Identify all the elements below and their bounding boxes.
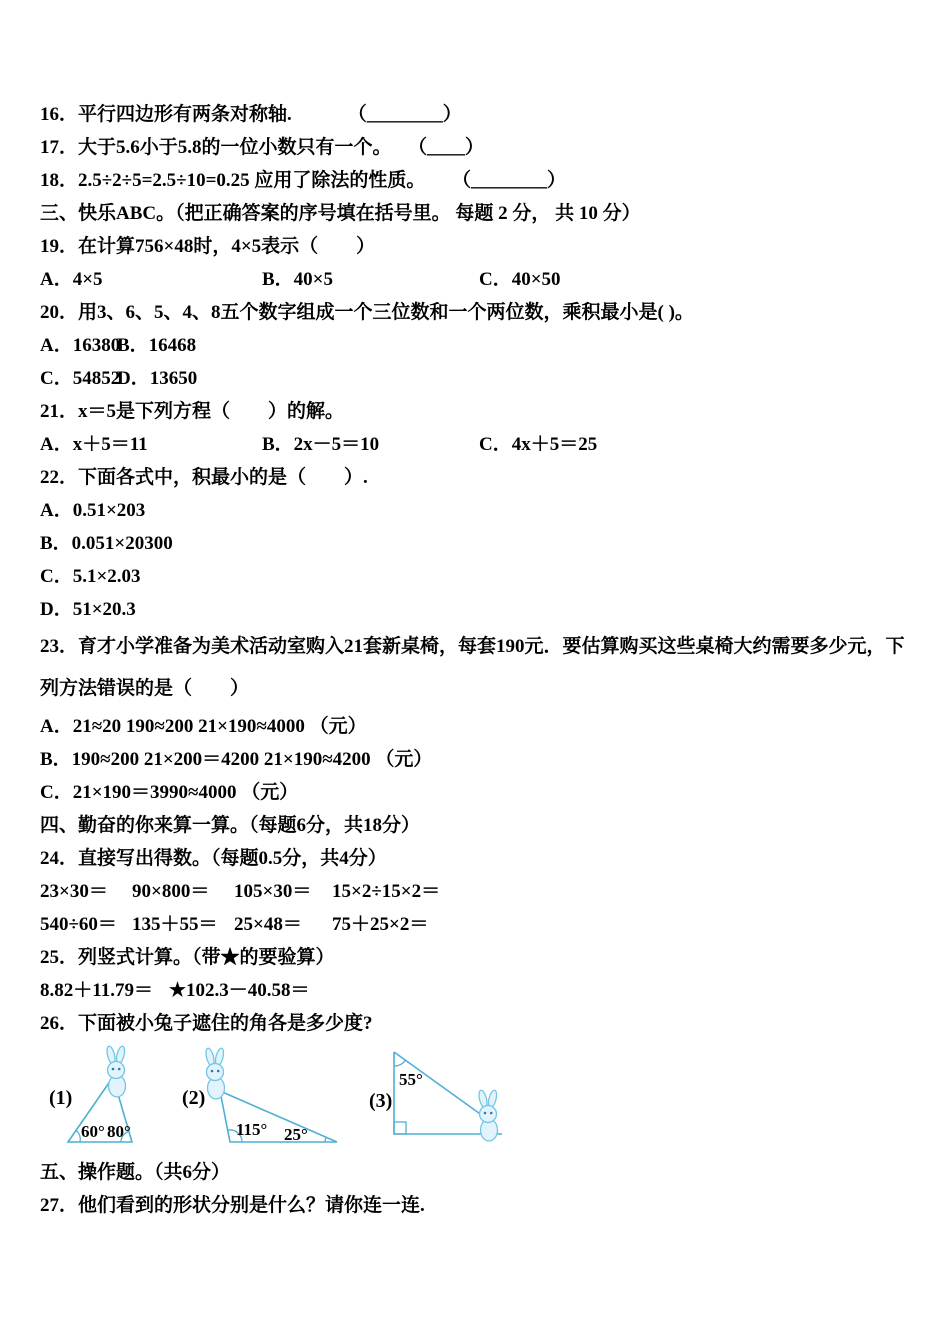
question-19-option-b: B．40×5 [262,269,333,290]
question-22-option-c: C．5.1×2.03 [40,566,141,587]
rabbit-2-icon [204,1047,225,1099]
triangle-3-right-angle-mark [394,1122,406,1134]
figure-2-label: (2) [182,1087,206,1109]
question-24-row1 [40,875,908,908]
question-22-stem: 22．下面各式中，积最小的是（ ）. [40,467,368,488]
question-20-option-c: C．54852 [40,368,121,389]
figure-1-angle-60: 60° [81,1122,105,1141]
calc-item: 540÷60＝ [40,914,117,935]
question-22-option-a: A．0.51×203 [40,500,146,521]
question-23-option-b: B．190≈200 21×200＝4200 21×190≈4200 （元） [40,749,433,770]
question-23-option-a: A．21≈20 190≈200 21×190≈4000 （元） [40,716,367,737]
question-22-option-d: D．51×20.3 [40,599,136,620]
question-18-answer-blank: （________） [461,170,566,191]
question-23-option-c: C．21×190＝3990≈4000 （元） [40,782,299,803]
question-27-stem: 27．他们看到的形状分别是什么？请你连一连. [40,1195,425,1216]
question-17-answer-blank: （____） [417,137,485,158]
figure-3-label: (3) [369,1090,393,1112]
question-18-text: 18．2.5÷2÷5=2.5÷10=0.25 应用了除法的性质。 [40,170,426,191]
figure-3-angle-55: 55° [399,1070,423,1089]
question-21-option-b: B．2x－5＝10 [262,434,380,455]
question-19-option-a: A．4×5 [40,269,103,290]
question-20-option-d: D．13650 [117,368,198,389]
calc-item: 105×30＝ [234,881,312,902]
question-24-stem: 24．直接写出得数。（每题0.5分，共4分） [40,848,387,869]
triangle-1-left-angle-arc [76,1131,80,1143]
figure-1-angle-80: 80° [107,1122,131,1141]
expression-1: 8.82＋11.79＝ [40,980,153,1001]
calc-item: 75＋25×2＝ [332,914,429,935]
question-16-answer-blank: （________） [347,104,462,125]
question-19-stem: 19．在计算756×48时，4×5表示（ ） [40,236,376,257]
question-20-options-row2 [40,362,908,395]
question-22-option-b: B．0.051×20300 [40,533,173,554]
question-24-row2 [40,908,908,941]
calc-item: 25×48＝ [234,914,302,935]
question-21-option-a: A．x＋5＝11 [40,434,148,455]
question-20-option-a: A．16380 [40,335,121,356]
question-26-stem: 26．下面被小兔子遮住的角各是多少度? [40,1013,373,1034]
figure-2-angle-25: 25° [284,1125,308,1144]
section-4-header: 四、勤奋的你来算一算。（每题6分，共18分） [40,815,421,836]
section-5-header: 五、操作题。（共6分） [40,1162,231,1183]
section-3-header: 三、快乐ABC。（把正确答案的序号填在括号里。 每题 2 分， 共 10 分） [40,203,641,224]
calc-item: 90×800＝ [132,881,210,902]
figure-2-angle-115: 115° [236,1120,268,1139]
question-17-text: 17．大于5.6小于5.8的一位小数只有一个。 [40,137,392,158]
question-21-options [40,428,908,461]
question-19-options [40,263,908,296]
angles-figure [40,1044,560,1156]
question-20-options-row1 [40,329,908,362]
calc-item: 23×30＝ [40,881,108,902]
question-23-stem: 23．育才小学准备为美术活动室购入21套新桌椅，每套190元．要估算购买这些桌椅大约需要多少元，下列方法错误的是（ ） [40,636,905,699]
question-25-expressions [40,974,908,1007]
question-16 [40,98,908,131]
question-21-stem: 21．x＝5是下列方程（ ）的解。 [40,401,345,422]
question-20-stem: 20．用3、6、5、4、8五个数字组成一个三位数和一个两位数，乘积最小是( )。 [40,302,694,323]
calc-item: 15×2÷15×2＝ [332,881,441,902]
question-25-stem: 25．列竖式计算。（带★的要验算） [40,947,335,968]
figure-1-label: (1) [49,1087,73,1109]
calc-item: 135＋55＝ [132,914,218,935]
question-18 [40,164,908,197]
question-20-option-b: B．16468 [117,335,197,356]
triangle-3-top-angle-arc [394,1060,405,1066]
rabbit-3-icon [477,1089,498,1141]
question-16-text: 16．平行四边形有两条对称轴. [40,104,292,125]
question-19-option-c: C．40×50 [479,269,561,290]
expression-2: ★102.3－40.58＝ [168,980,310,1001]
question-26-figure [40,1044,908,1156]
question-17 [40,131,908,164]
question-21-option-c: C．4x＋5＝25 [479,434,598,455]
rabbit-1-icon [105,1045,126,1097]
